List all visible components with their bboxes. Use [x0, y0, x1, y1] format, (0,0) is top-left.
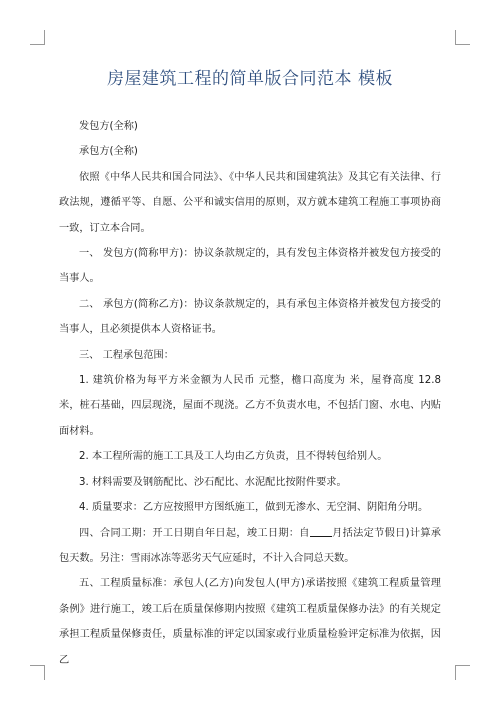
clause-3-item-4: 4. 质量要求：乙方应按照甲方图纸施工，做到无渗水、无空洞、阴阳角分明。 — [79, 502, 429, 514]
clause-2: 二、 承包方(简称乙方)：协议条款规定的，具有承包主体资格并被发包方接受的当事人，且必须提供本人资格证书。 — [59, 298, 441, 336]
clause-3-item-1: 1. 建筑价格为每平方米金额为人民币 元整，檐口高度为 米，屋脊高度 12.8 米，桩石基础，四层现浇，屋面不现浇。乙方不负责水电，不包括门窗、水电、内贴面材料。 — [59, 375, 441, 437]
clause-3-item-3: 3. 材料需要及钢筋配比、沙石配比、水泥配比按附件要求。 — [79, 476, 347, 488]
clause-1: 一、 发包方(简称甲方)：协议条款规定的，具有发包主体资格并被发包方接受的当事人。 — [59, 248, 441, 285]
intro-paragraph: 依照《中华人民共和国合同法》、《中华人民共和国建筑法》及其它有关法律、行政法规，遵循平等、自愿、公平和诚实信用的原则，双方就本建筑工程施工事项协商一致，订立本合同。 — [59, 171, 441, 234]
crop-mark-top-left — [30, 30, 45, 45]
clause-4-part-1: 四、合同工期：开工日期自年日起，竣工日期：自 — [79, 527, 310, 539]
clause-3-item-2: 2. 本工程所需的施工工具及工人均由乙方负责，且不得转包给别人。 — [79, 451, 388, 463]
crop-mark-bottom-right — [455, 665, 470, 680]
clause-4 — [59, 521, 441, 572]
clause-5: 五、工程质量标准：承包人(乙方)向发包人(甲方)承诺按照《建筑工程质量管理条例》进行施工，竣工后在质量保修期内按照《建筑工程质量保修办法》的有关规定承担工程质量保修责任，质量标准的评定以国家或行业质量检验评定标准为依据，因乙 — [59, 578, 441, 666]
party-b-line: 承包方(全称) — [79, 146, 138, 158]
blank-underline — [310, 526, 332, 537]
party-a-line: 发包方(全称) — [79, 121, 138, 132]
crop-mark-bottom-left — [30, 665, 45, 680]
document-body — [59, 114, 441, 673]
clause-4-part-2: 月括法定节假日)计算承包天数。另注：雪雨冰冻等恶劣天气应延时，不计入合同总天数。 — [59, 527, 441, 564]
crop-mark-top-right — [455, 30, 470, 45]
clause-3: 三、 工程承包范围： — [79, 349, 174, 361]
document-title: 房屋建筑工程的简单版合同范本 模板 — [107, 69, 393, 89]
